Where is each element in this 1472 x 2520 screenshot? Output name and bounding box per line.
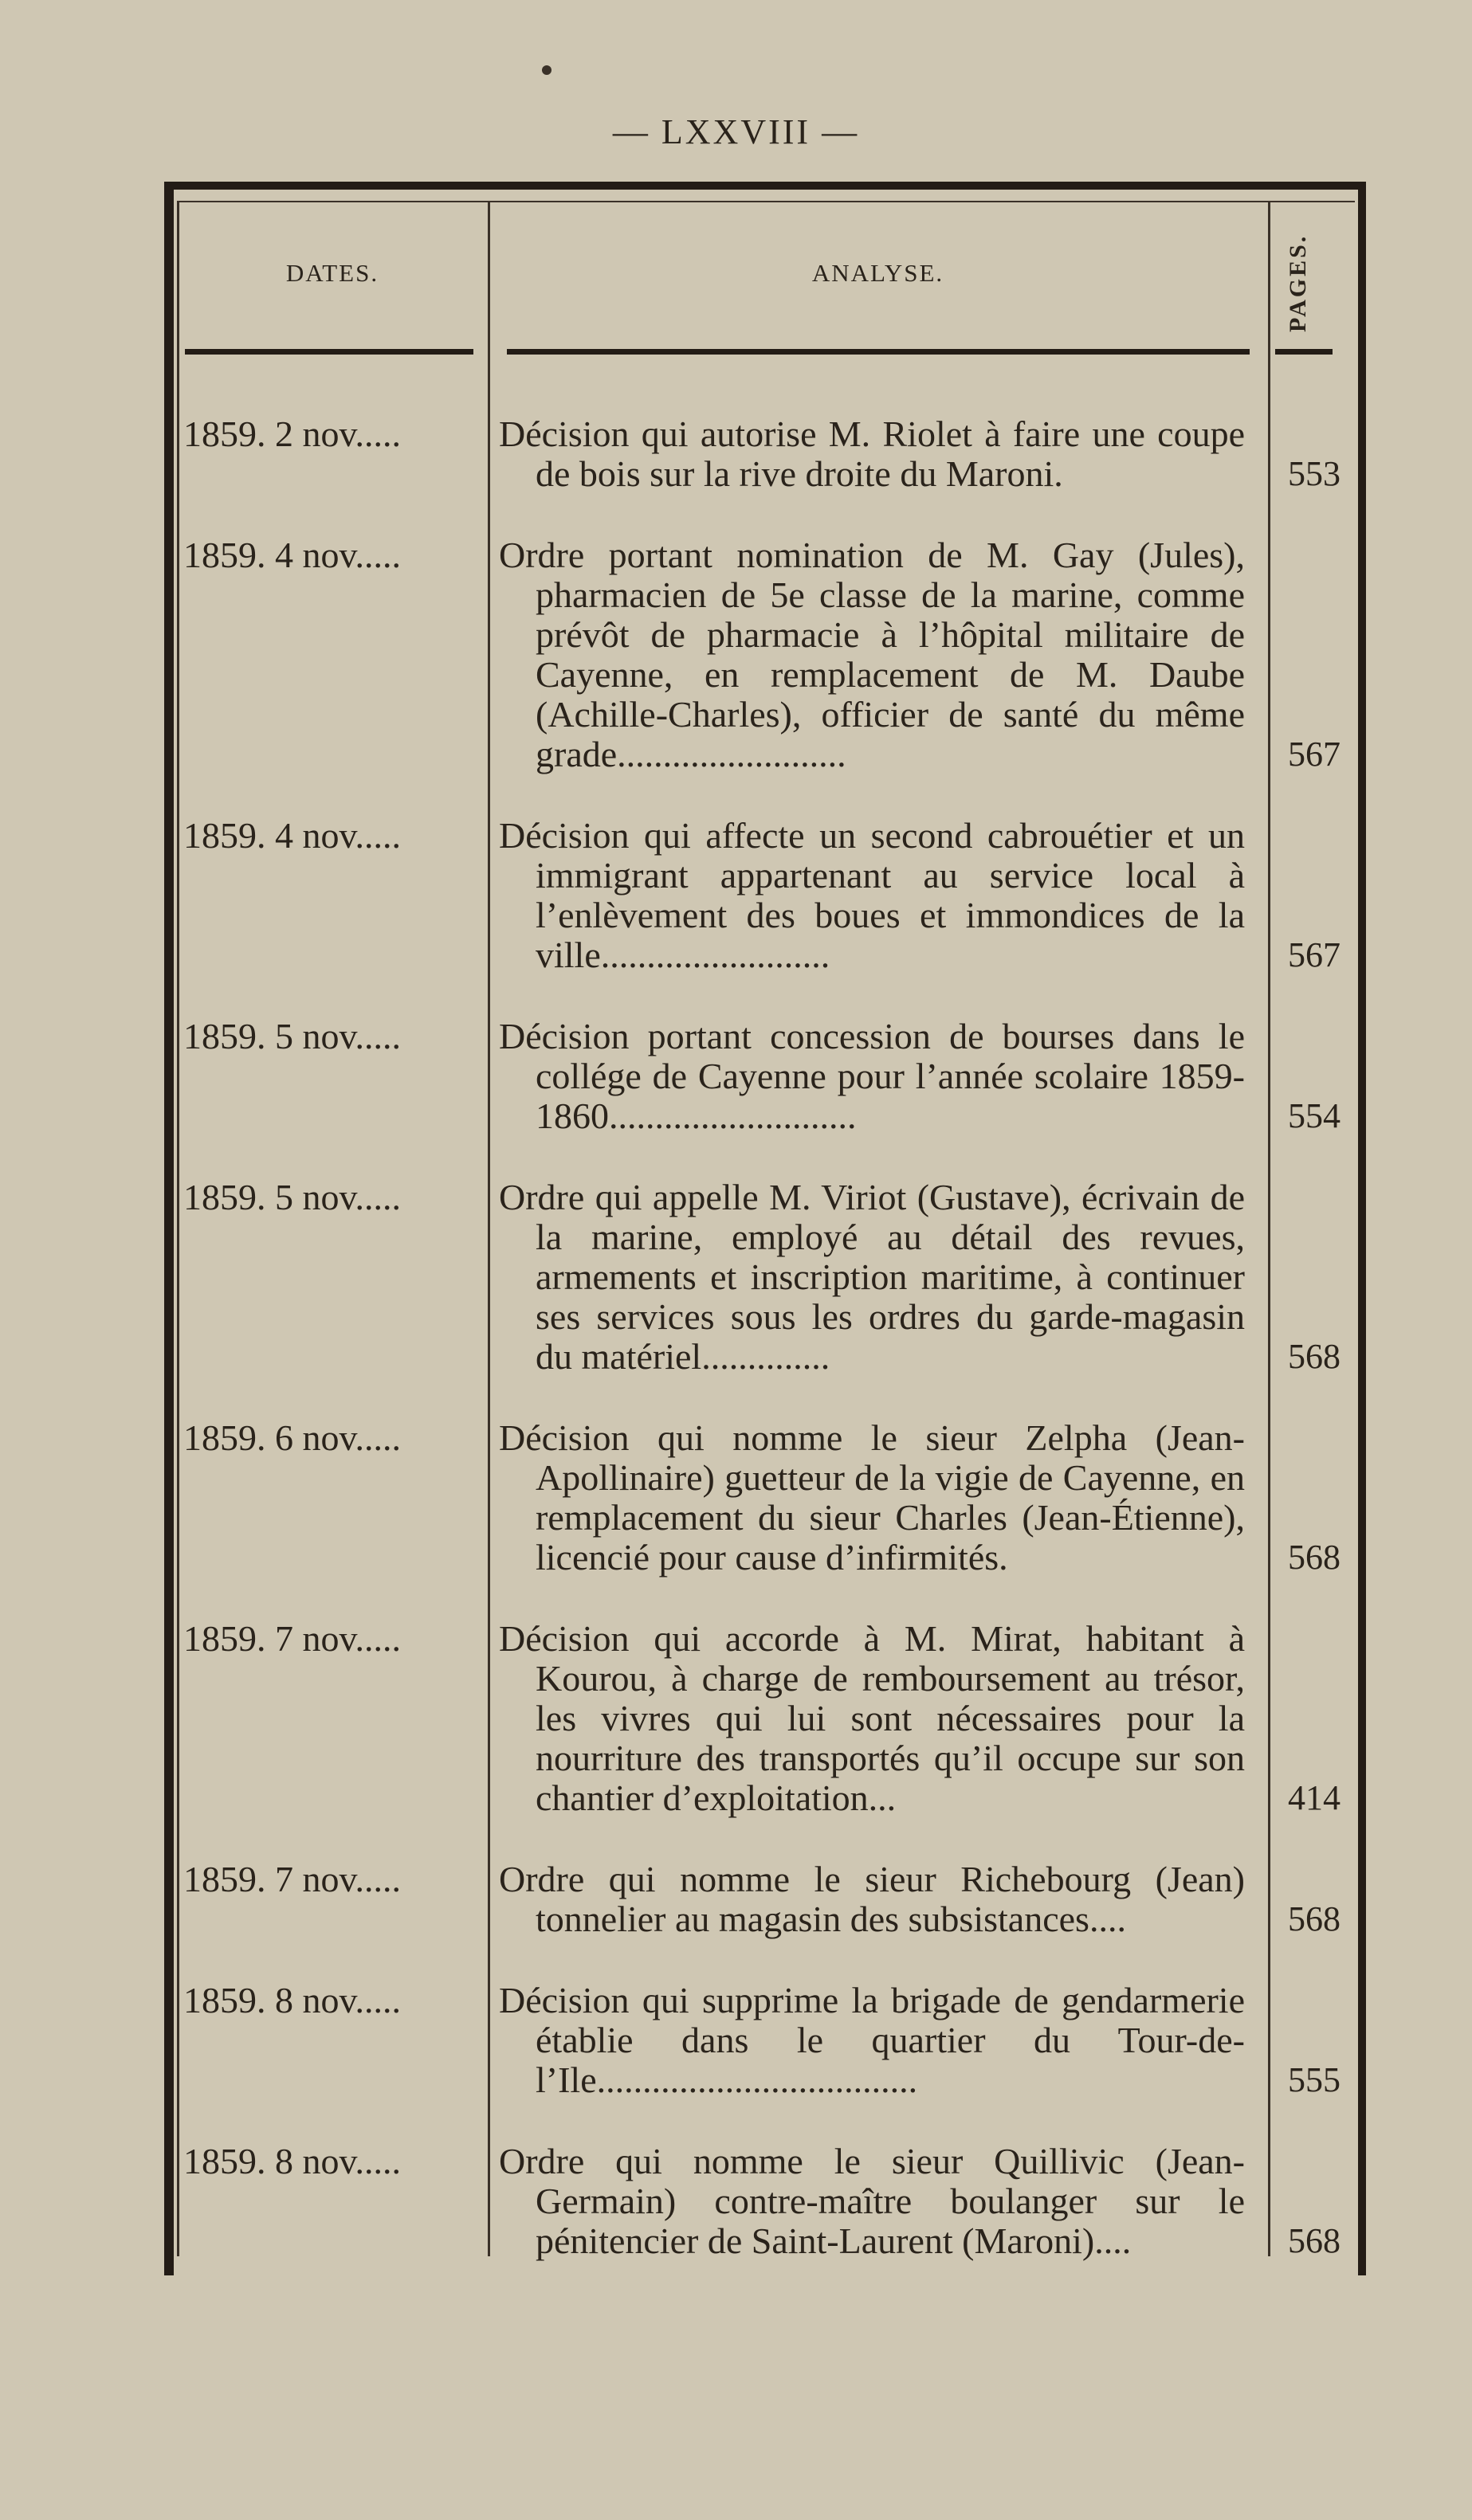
entry-page: 568 [1288,1538,1341,1577]
table-row [177,2142,1355,2261]
table-row [177,1017,1355,1136]
table-row [177,414,1355,494]
table-row [177,1418,1355,1577]
table-row [177,816,1355,975]
entry-date: 1859. 6 nov..... [183,1417,402,1458]
entry-page: 567 [1288,735,1341,774]
table-row [177,1178,1355,1377]
entry-page: 555 [1288,2060,1341,2099]
entry-analysis: Décision qui supprime la brigade de gendarmerie établie dans le quartier du Tour-de-l’Ile................................... [499,1980,1245,2100]
entry-analysis: Décision qui affecte un second cabrouétier et un immigrant appartenant au service local à l’enlèvement des boues et immondices de la ville......................... [499,815,1245,975]
column-header-pages: PAGES. [1285,233,1311,332]
column-header-dates: DATES. [285,259,379,287]
entry-analysis: Décision portant concession de bourses dans le collége de Cayenne pour l’année scolaire 1859-1860........................... [499,1016,1245,1136]
table-inner-top-rule [177,201,1355,202]
entry-date: 1859. 2 nov..... [183,413,402,454]
entries-list [177,414,1355,2302]
entry-page: 568 [1288,1337,1341,1376]
header-rule-analyse [507,349,1250,355]
entry-date: 1859. 8 nov..... [183,2141,402,2181]
entry-analysis: Ordre portant nomination de M. Gay (Jules), pharmacien de 5e classe de la marine, comme prévôt de pharmacie à l’hôpital militaire de Cayenne, en remplacement de M. Daube (Achille-Charles), officier de santé du même grade......................... [499,535,1245,774]
entry-page: 567 [1288,935,1341,974]
entry-page: 568 [1288,1899,1341,1938]
entry-date: 1859. 4 nov..... [183,815,402,856]
entry-analysis: Décision qui nomme le sieur Zelpha (Jean-Apollinaire) guetteur de la vigie de Cayenne, en remplacement du sieur Charles (Jean-Étienne), licencié pour cause d’infirmités. [499,1417,1245,1577]
entry-analysis: Décision qui accorde à M. Mirat, habitant à Kourou, à charge de remboursement au trésor, les vivres qui lui sont nécessaires pour la nourriture des transportés qu’il occupe sur son chantier d’exploitation... [499,1618,1245,1818]
entry-analysis: Décision qui autorise M. Riolet à faire une coupe de bois sur la rive droite du Maroni. [499,413,1245,494]
table-row [177,1860,1355,1939]
entry-date: 1859. 5 nov..... [183,1016,402,1056]
entry-page: 568 [1288,2221,1341,2260]
entry-date: 1859. 5 nov..... [183,1177,402,1217]
table-row [177,535,1355,774]
entry-analysis: Ordre qui nomme le sieur Richebourg (Jean) tonnelier au magasin des subsistances.... [499,1859,1245,1939]
entry-date: 1859. 7 nov..... [183,1859,402,1899]
entry-date: 1859. 4 nov..... [183,535,402,575]
page-number-roman: — LXXVIII — [612,112,860,151]
entry-analysis: Ordre qui appelle M. Viriot (Gustave), écrivain de la marine, employé au détail des revues, armements et inscription maritime, à continuer ses services sous les ordres du garde-magasin du matériel.............. [499,1177,1245,1377]
entry-page: 554 [1288,1096,1341,1135]
ink-dot [542,65,552,75]
table-row [177,1619,1355,1818]
entry-page: 553 [1288,454,1341,493]
entry-date: 1859. 7 nov..... [183,1618,402,1659]
entry-analysis: Ordre qui nomme le sieur Quillivic (Jean-Germain) contre-maître boulanger sur le pénitencier de Saint-Laurent (Maroni).... [499,2141,1245,2261]
entry-page: 414 [1288,1778,1341,1817]
entry-date: 1859. 8 nov..... [183,1980,402,2020]
header-rule-dates [185,349,473,355]
header-rule-pages [1275,349,1333,355]
column-header-analyse: ANALYSE. [811,259,944,287]
table-row [177,1981,1355,2100]
